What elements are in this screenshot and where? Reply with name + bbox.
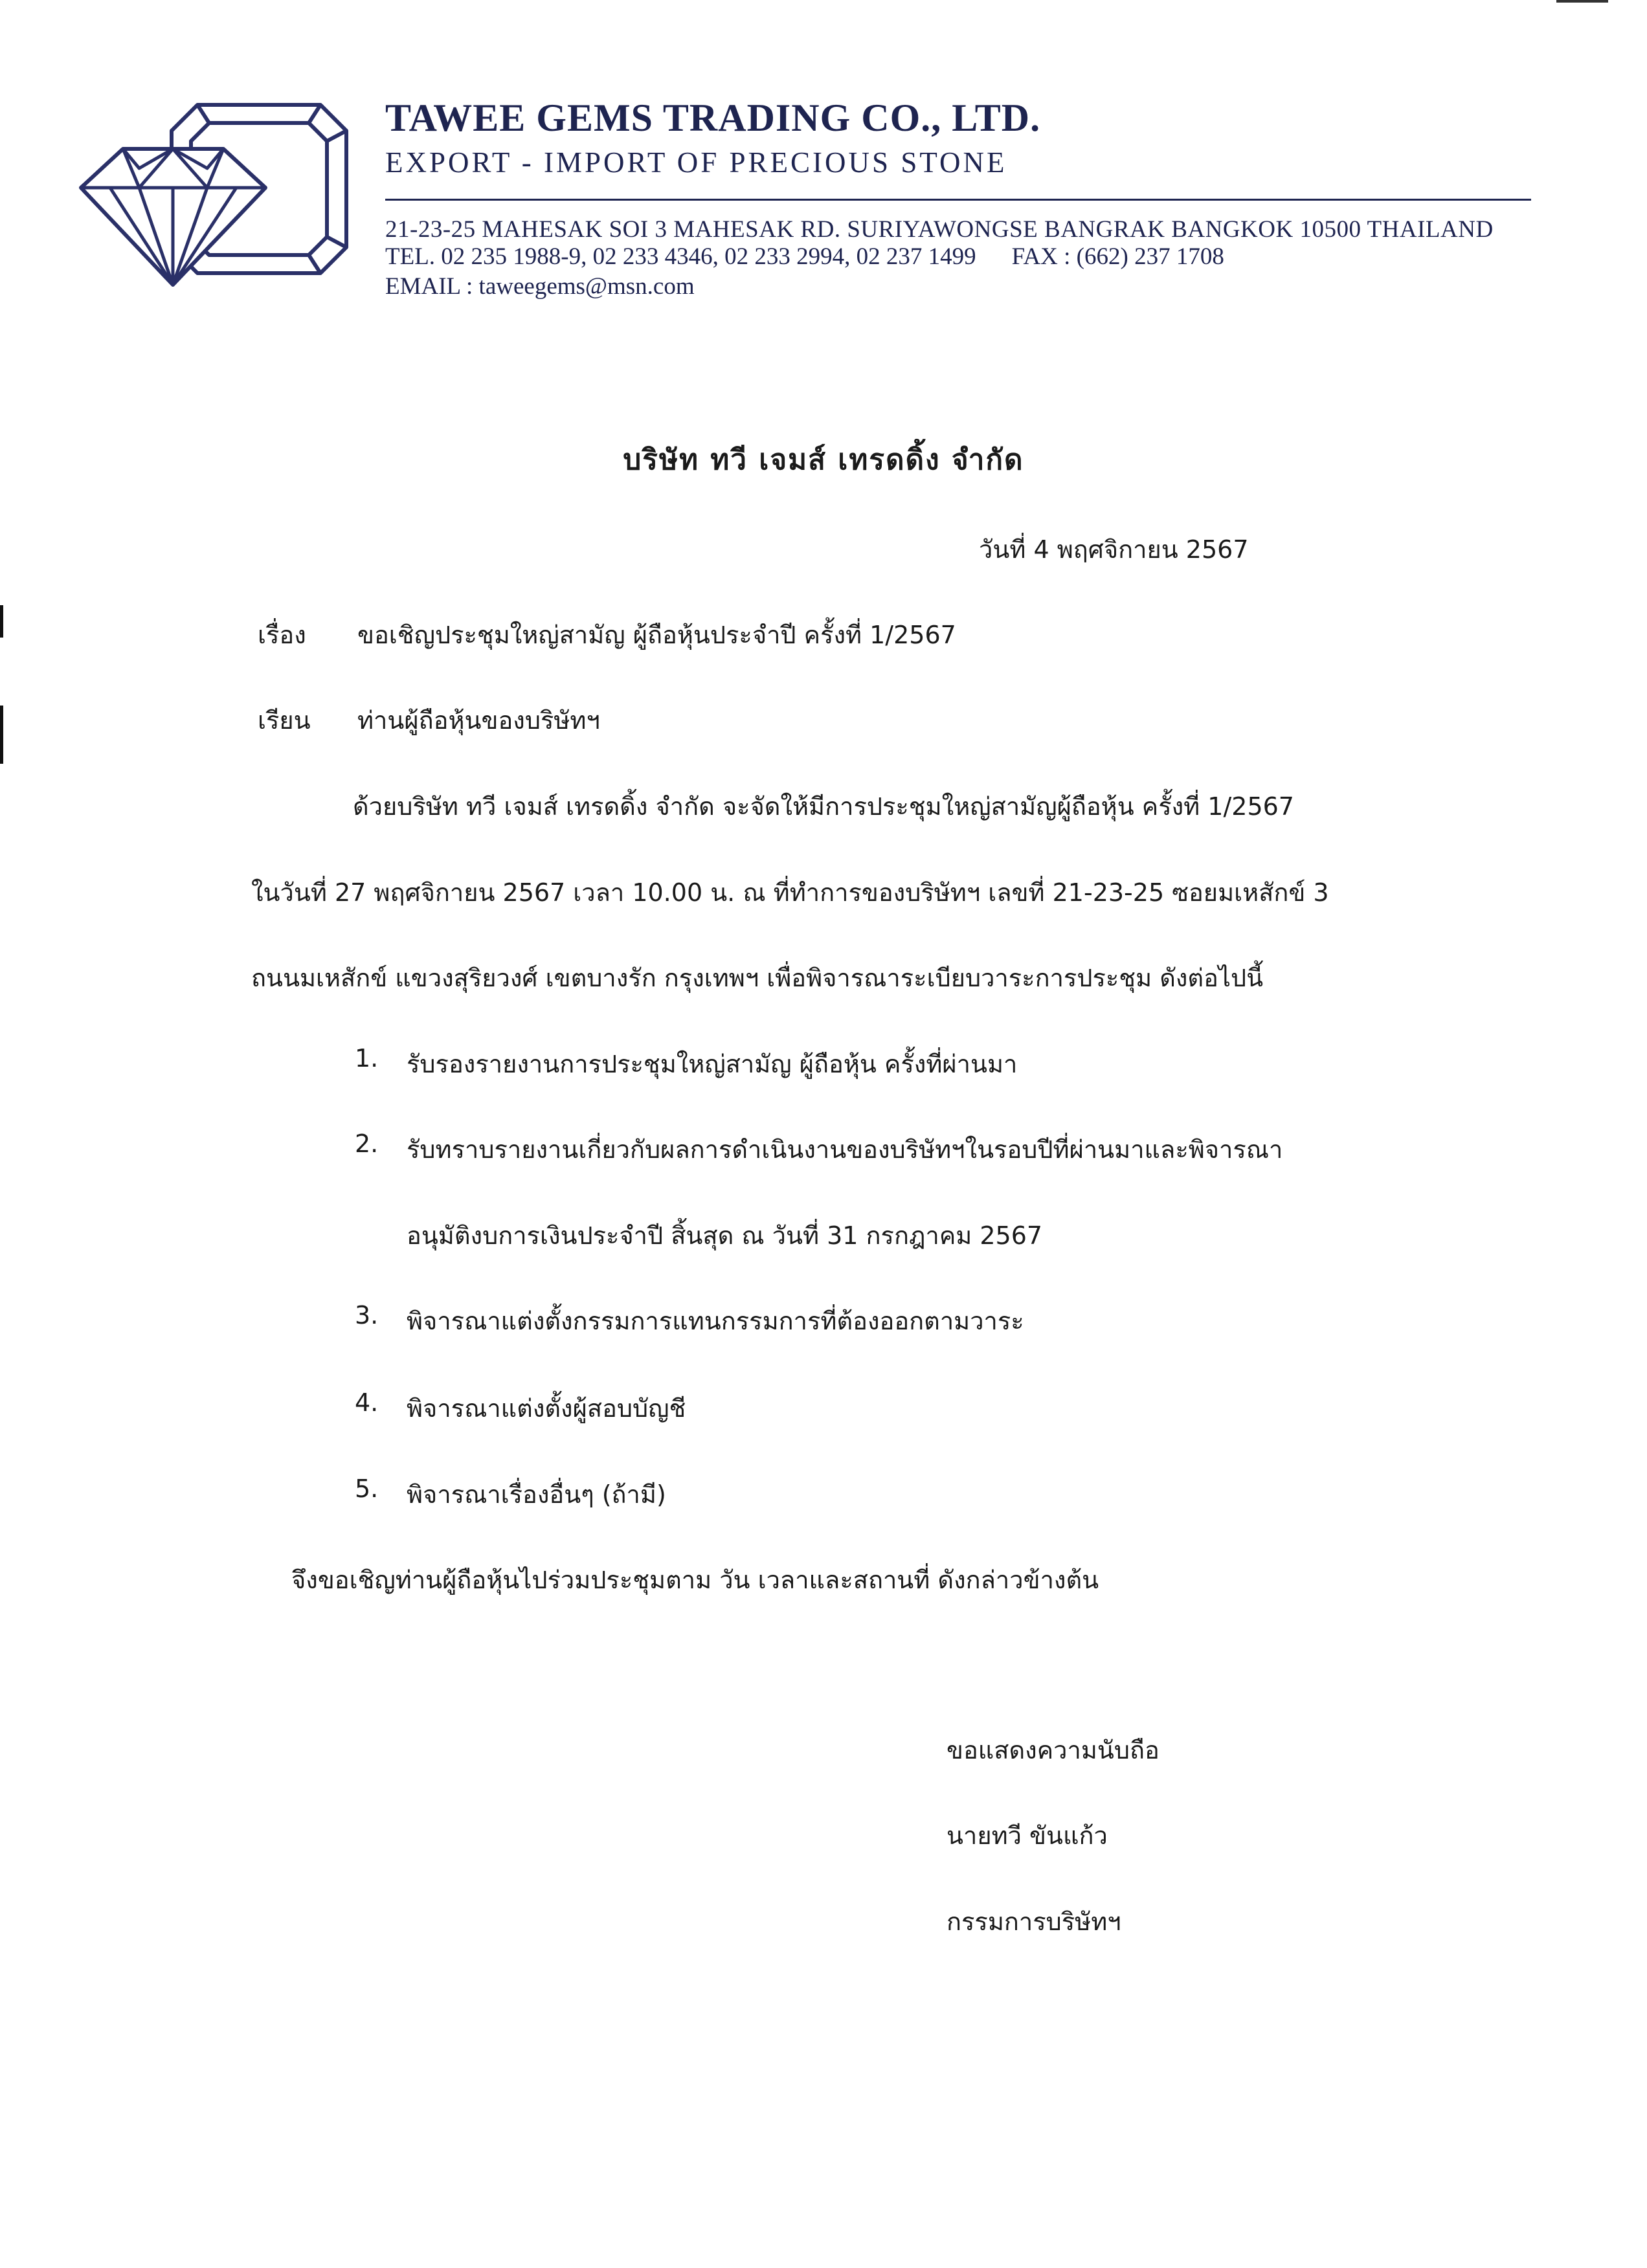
signer-name: นายทวี ขันแก้ว <box>947 1821 1108 1850</box>
agenda-number: 5. <box>355 1474 379 1503</box>
recipient-text: ท่านผู้ถือหุ้นของบริษัทฯ <box>357 706 600 735</box>
sign-off: ขอแสดงความนับถือ <box>947 1736 1160 1764</box>
agenda-item: รับทราบรายงานเกี่ยวกับผลการดำเนินงานของบริษัทฯในรอบปีที่ผ่านมาและพิจารณา <box>407 1135 1283 1164</box>
agenda-item-continuation: อนุมัติงบการเงินประจำปี สิ้นสุด ณ วันที่ 31 กรกฎาคม 2567 <box>407 1221 1043 1250</box>
closing-paragraph: จึงขอเชิญท่านผู้ถือหุ้นไปร่วมประชุมตาม วัน เวลาและสถานที่ ดังกล่าวข้างต้น <box>291 1566 1099 1594</box>
subject-label: เรื่อง <box>258 621 306 649</box>
subject-text: ขอเชิญประชุมใหญ่สามัญ ผู้ถือหุ้นประจำปี ครั้งที่ 1/2567 <box>357 621 956 649</box>
scan-edge-mark <box>0 706 3 764</box>
company-phone: TEL. 02 235 1988-9, 02 233 4346, 02 233 2994, 02 237 1499 <box>385 243 976 270</box>
recipient-label: เรียน <box>258 706 311 735</box>
signer-title: กรรมการบริษัทฯ <box>947 1907 1121 1936</box>
company-name: TAWEE GEMS TRADING CO., LTD. <box>385 96 1041 139</box>
diamond-emerald-logo <box>62 97 359 291</box>
agenda-number: 3. <box>355 1301 379 1329</box>
company-address: 21-23-25 MAHESAK SOI 3 MAHESAK RD. SURIYAWONGSE BANGRAK BANGKOK 10500 THAILAND <box>385 216 1494 243</box>
agenda-item: พิจารณาแต่งตั้งกรรมการแทนกรรมการที่ต้องออกตามวาระ <box>407 1307 1024 1335</box>
scan-corner-mark <box>1556 0 1608 3</box>
agenda-number: 4. <box>355 1388 379 1417</box>
agenda-number: 2. <box>355 1129 379 1158</box>
company-email: EMAIL : taweegems@msn.com <box>385 273 695 300</box>
agenda-item: พิจารณาแต่งตั้งผู้สอบบัญชี <box>407 1394 686 1423</box>
agenda-item: พิจารณาเรื่องอื่นๆ (ถ้ามี) <box>407 1480 666 1509</box>
header-divider <box>385 199 1531 201</box>
letter-date: วันที่ 4 พฤศจิกายน 2567 <box>979 535 1249 564</box>
company-phone-line <box>385 243 1224 271</box>
body-line: ถนนมเหสักข์ แขวงสุริยวงศ์ เขตบางรัก กรุงเทพฯ เพื่อพิจารณาระเบียบวาระการประชุม ดังต่อไปนี้ <box>251 964 1264 992</box>
scan-edge-mark <box>0 605 3 638</box>
agenda-number: 1. <box>355 1044 379 1073</box>
company-tagline: EXPORT - IMPORT OF PRECIOUS STONE <box>385 146 1007 179</box>
body-line: ในวันที่ 27 พฤศจิกายน 2567 เวลา 10.00 น. ณ ที่ทำการของบริษัทฯ เลขที่ 21-23-25 ซอยมเหสักข์ 3 <box>251 878 1329 907</box>
body-line: ด้วยบริษัท ทวี เจมส์ เทรดดิ้ง จำกัด จะจัดให้มีการประชุมใหญ่สามัญผู้ถือหุ้น ครั้งที่ 1/2567 <box>353 792 1294 821</box>
agenda-item: รับรองรายงานการประชุมใหญ่สามัญ ผู้ถือหุ้น ครั้งที่ผ่านมา <box>407 1050 1018 1078</box>
letter-title: บริษัท ทวี เจมส์ เทรดดิ้ง จำกัด <box>623 443 1024 476</box>
company-fax: FAX : (662) 237 1708 <box>1011 243 1224 270</box>
